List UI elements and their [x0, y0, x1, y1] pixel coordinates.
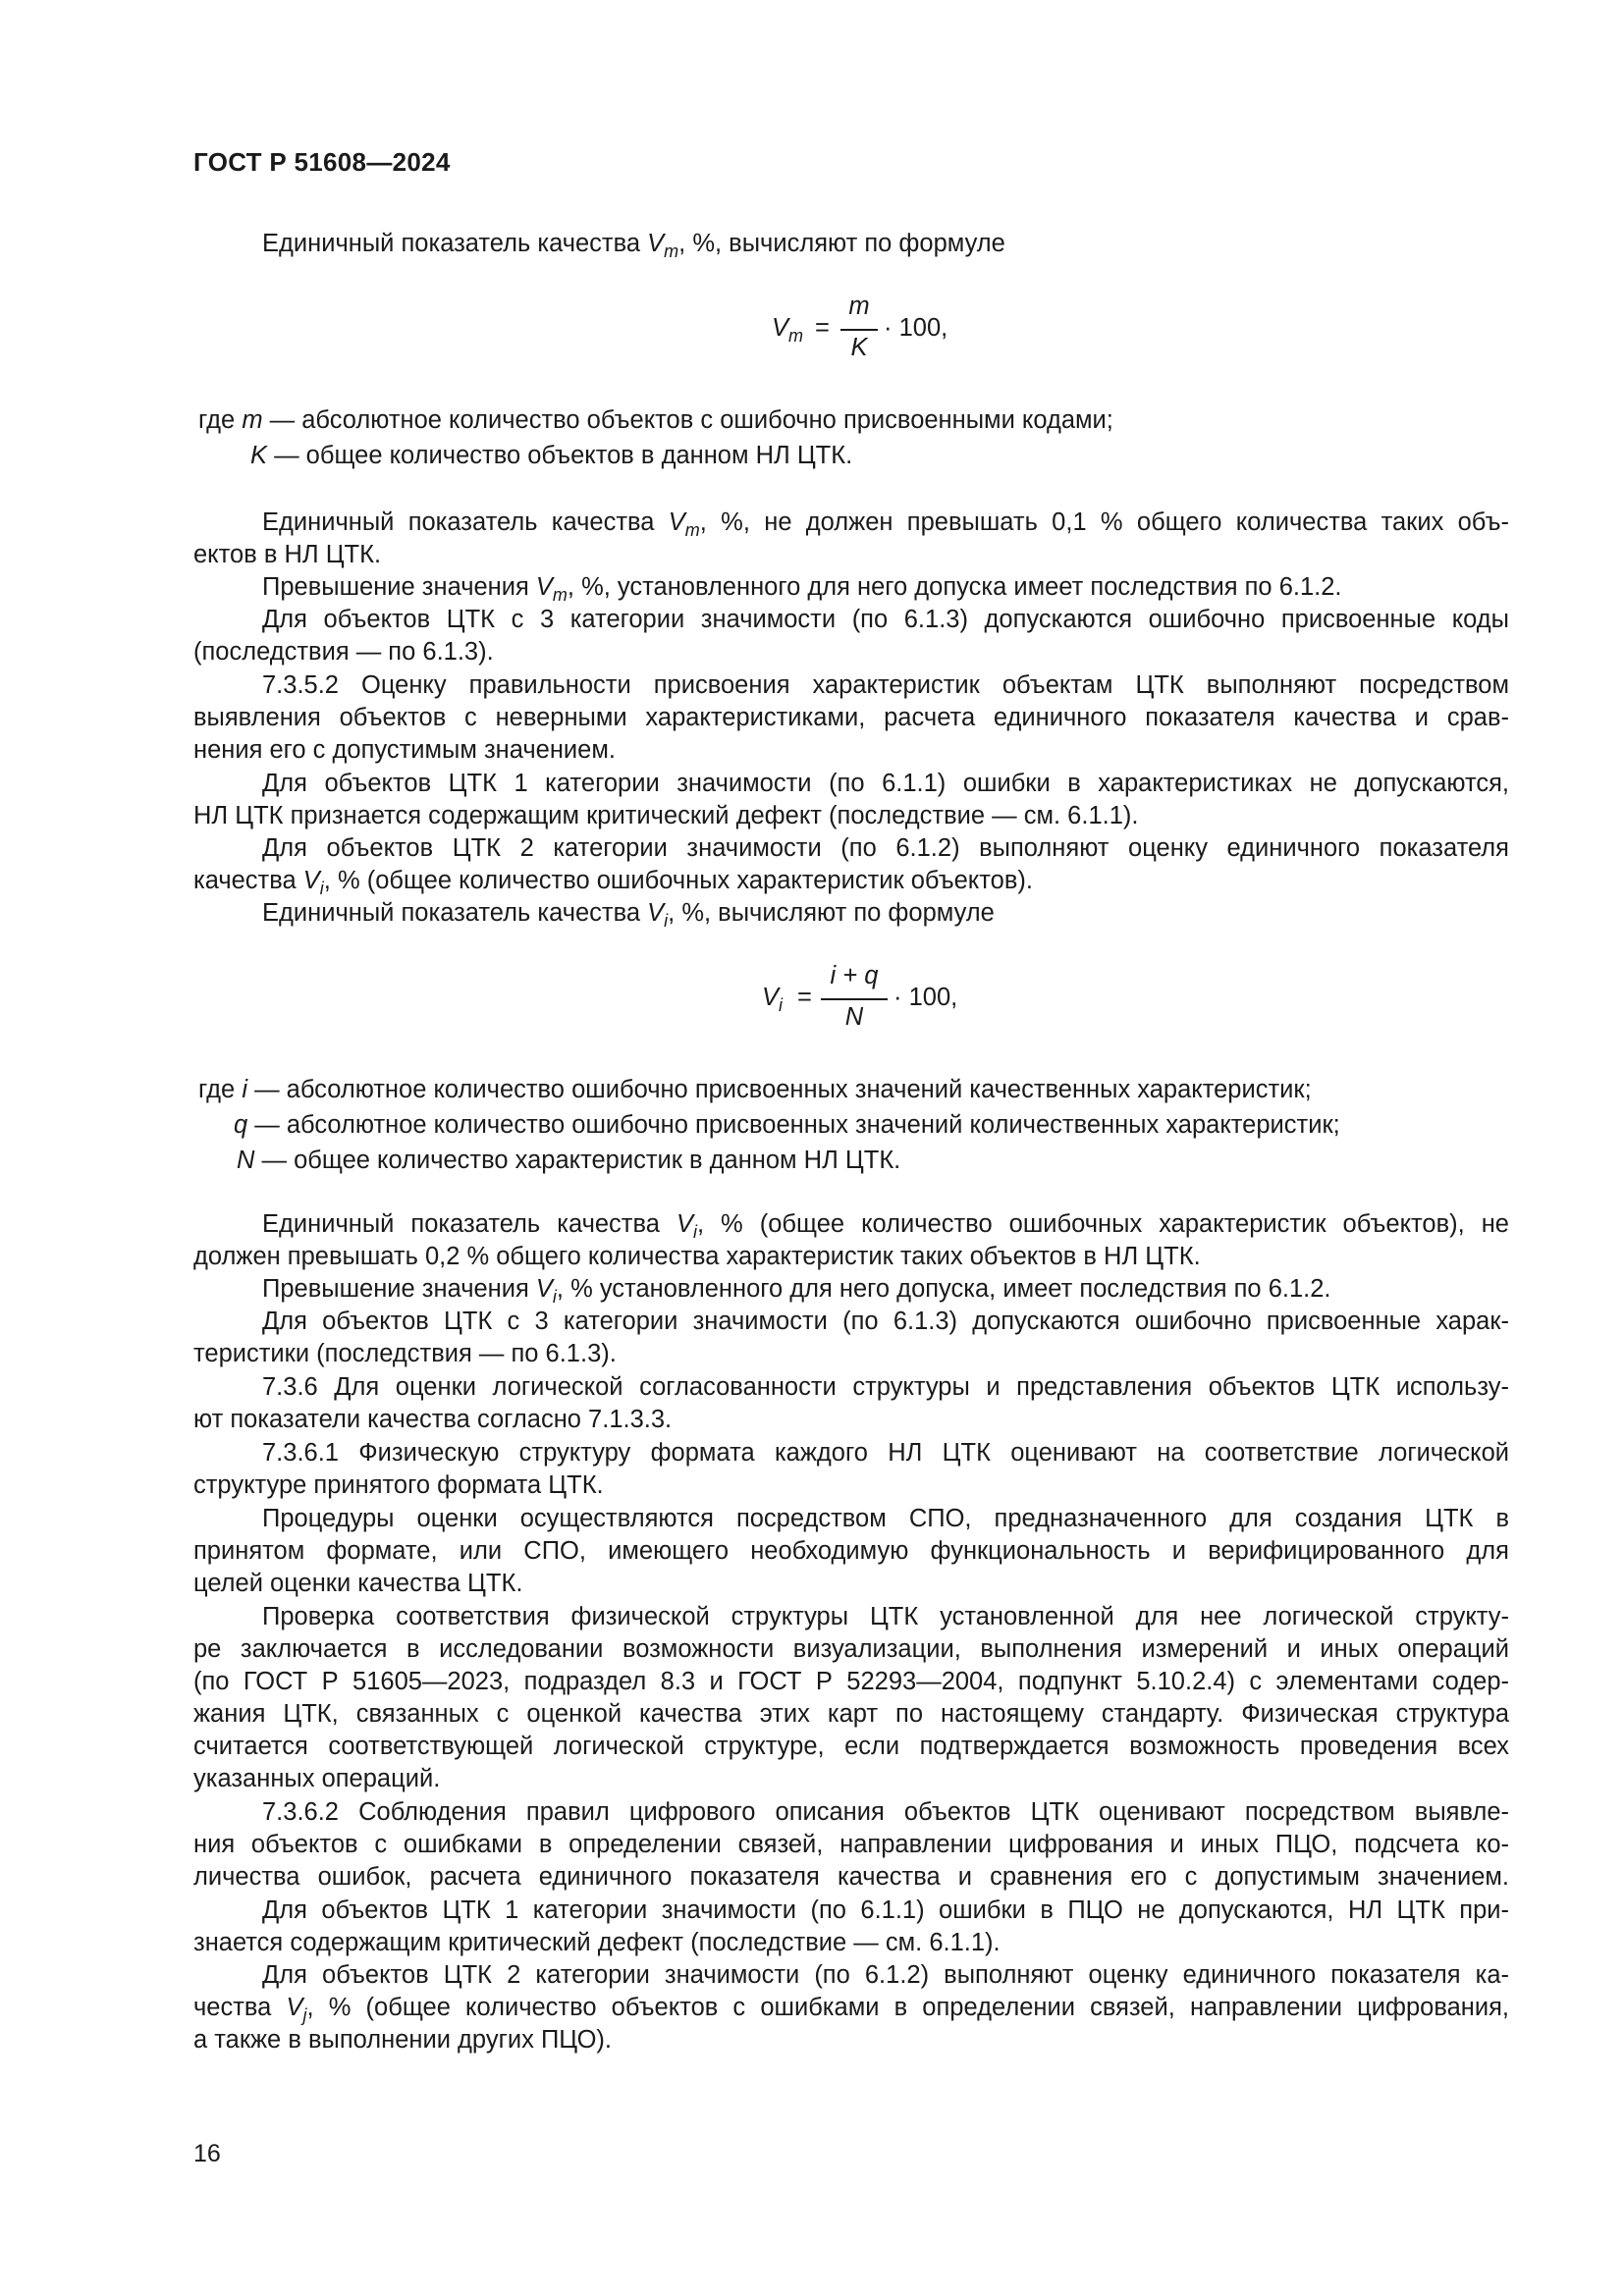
para-cat2-pco-line2: чества $V_j$, % (общее количество объектов с ошибками в определении связей, направлении цифрования, [193, 1994, 1509, 2025]
para-verification-line6: указанных операций. [193, 1765, 441, 1792]
para-vi-exceed: Превышение значения $V_i$, % установленного для него допуска, имеет последствия по 6.1.2. [262, 1275, 1331, 1307]
where2-line1: где i — абсолютное количество ошибочно присвоенных значений качественных характеристик; [198, 1076, 1312, 1103]
where1-line1: где m — абсолютное количество объектов с ошибочно присвоенными кодами; [198, 406, 1113, 434]
page-number: 16 [193, 2140, 221, 2167]
where2-line2: q — абсолютное количество ошибочно присвоенных значений количественных характеристик; [234, 1111, 1340, 1139]
document-header: ГОСТ Р 51608—2024 [193, 147, 451, 177]
para-cat3-char-line2: теристики (последствия — по 6.1.3). [193, 1340, 617, 1367]
para-cat1-pco-line1: Для объектов ЦТК 1 категории значимости (по 6.1.1) ошибки в ПЦО не допускаются, НЛ ЦТК при- [262, 1896, 1509, 1924]
para-cat3-char-line1: Для объектов ЦТК с 3 категории значимости (по 6.1.3) допускаются ошибочно присвоенные харак- [262, 1308, 1509, 1335]
para-736-line2: ют показатели качества согласно 7.1.3.3. [193, 1406, 673, 1433]
para-procedures-line2: принятом формате, или СПО, имеющего необходимую функциональность и верифицированного для [193, 1537, 1509, 1565]
para-cat2-pco-line3: а также в выполнении других ПЦО). [193, 2026, 613, 2054]
where2-line3: N — общее количество характеристик в данном НЛ ЦТК. [237, 1147, 901, 1174]
para-736-line1: 7.3.6 Для оценки логической согласованности структуры и представления объектов ЦТК использу- [262, 1373, 1509, 1401]
para-procedures-line1: Процедуры оценки осуществляются посредством СПО, предназначенного для создания ЦТК в [262, 1505, 1509, 1532]
para-7361-line2: структуре принятого формата ЦТК. [193, 1471, 604, 1499]
formula-vm [756, 285, 972, 383]
where1-line2: K — общее количество объектов в данном НЛ ЦТК. [250, 442, 853, 469]
para-7352-line2: выявления объектов с неверными характеристиками, расчета единичного показателя качества и срав- [193, 704, 1509, 731]
para-vm-limit-line1: Единичный показатель качества $V_m$, %, не должен превышать 0,1 % общего количества таких объ- [262, 508, 1509, 540]
para-verification-line5: считается соответствующей логической структуре, если подтверждается возможность проведения всех [193, 1733, 1509, 1760]
para-cat1-char-line1: Для объектов ЦТК 1 категории значимости (по 6.1.1) ошибки в характеристиках не допускаются, [262, 770, 1509, 797]
formula-vm-numerator: m [848, 293, 870, 320]
para-7361-line1: 7.3.6.1 Физическую структуру формата каждого НЛ ЦТК оценивают на соответствие логической [262, 1439, 1509, 1467]
para-7352-line1: 7.3.5.2 Оценку правильности присвоения характеристик объектам ЦТК выполняют посредством [262, 671, 1509, 699]
para-vm-limit-line2: ектов в НЛ ЦТК. [193, 541, 382, 568]
formula-vi-multiplier: · 100, [893, 984, 958, 1011]
para-cat2-char-line1: Для объектов ЦТК 2 категории значимости (по 6.1.2) выполняют оценку единичного показателя [262, 834, 1509, 862]
para-verification-line4: жания ЦТК, связанных с оценкой качества этих карт по настоящему стандарту. Физическая структура [193, 1700, 1509, 1728]
formula-vi [756, 954, 972, 1052]
para-verification-line3: (по ГОСТ Р 51605—2023, подраздел 8.3 и ГОСТ Р 52293—2004, подпункт 5.10.2.4) с элементами содер- [193, 1668, 1509, 1695]
para-cat1-char-line2: НЛ ЦТК признается содержащим критический дефект (последствие — см. 6.1.1). [193, 802, 1139, 829]
para-verification-line1: Проверка соответствия физической структуры ЦТК установленной для нее логической структу- [262, 1603, 1509, 1630]
formula-vm-lhs: $V_m$ [772, 314, 804, 346]
para-cat2-char-line2: качества $V_i$, % (общее количество ошибочных характеристик объектов). [193, 867, 1033, 898]
formula-vi-fraction-bar [821, 998, 888, 1000]
para-7362-line2: ния объектов с ошибками в определении связей, направлении цифрования и иных ПЦО, подсчета ко- [193, 1831, 1509, 1858]
para-7362-line3: личества ошибок, расчета единичного показателя качества и сравнения его с допустимым значением. [193, 1863, 1509, 1891]
formula-vi-equals: = [797, 984, 812, 1011]
para-vm-exceed: Превышение значения $V_m$, %, установленного для него допуска имеет последствия по 6.1.2. [262, 573, 1342, 605]
para-7362-line1: 7.3.6.2 Соблюдения правил цифрового описания объектов ЦТК оценивают посредством выявле- [262, 1798, 1509, 1826]
formula-vi-lhs: $V_i$ [762, 984, 784, 1015]
formula-vm-denominator: K [850, 334, 868, 361]
formula-vm-equals: = [815, 314, 830, 342]
formula-vm-fraction-bar [840, 329, 878, 331]
para-cat3-codes-line1: Для объектов ЦТК с 3 категории значимости (по 6.1.3) допускаются ошибочно присвоенные коды [262, 606, 1509, 633]
para-vi-limit-line2: должен превышать 0,2 % общего количества характеристик таких объектов в НЛ ЦТК. [193, 1243, 1201, 1270]
formula-vi-denominator: N [844, 1003, 864, 1031]
para-cat2-pco-line1: Для объектов ЦТК 2 категории значимости (по 6.1.2) выполняют оценку единичного показателя ка- [262, 1961, 1509, 1989]
para-procedures-line3: целей оценки качества ЦТК. [193, 1570, 523, 1597]
para-7352-line3: нения его с допустимым значением. [193, 736, 616, 764]
formula-vi-numerator: i + q [830, 962, 879, 989]
formula1-intro: Единичный показатель качества $V_m$, %, вычисляют по формуле [262, 230, 1005, 261]
para-verification-line2: ре заключается в исследовании возможности визуализации, выполнения измерений и иных операций [193, 1635, 1509, 1663]
para-cat1-pco-line2: знается содержащим критический дефект (последствие — см. 6.1.1). [193, 1929, 1001, 1956]
para-cat3-codes-line2: (последствия — по 6.1.3). [193, 638, 494, 666]
formula-vm-multiplier: · 100, [884, 314, 948, 342]
para-vi-limit-line1: Единичный показатель качества $V_i$, % (общее количество ошибочных характеристик объектов), не [262, 1210, 1509, 1242]
formula2-intro: Единичный показатель качества $V_i$, %, вычисляют по формуле [262, 899, 995, 931]
